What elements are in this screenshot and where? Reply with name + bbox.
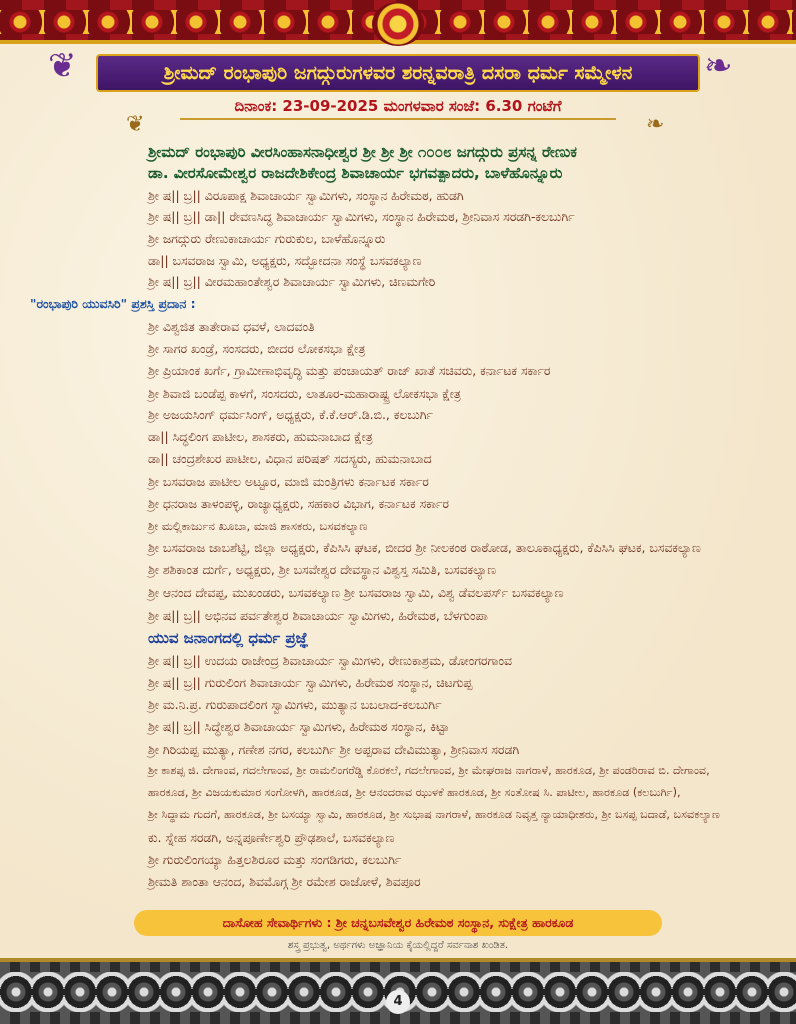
left-ornament-icon: ❦	[48, 46, 77, 86]
event-title: ಶ್ರೀಮದ್ ರಂಭಾಪುರಿ ಜಗದ್ಗುರುಗಳವರ ಶರನ್ನವರಾತ್ರಿ ದಸರಾ ಧರ್ಮ ಸಮ್ಮೇಳನ	[96, 54, 700, 92]
program-row-value: ಶ್ರೀ ಷ|| ಬ್ರ|| ಗುರುಲಿಂಗ ಶಿವಾಚಾರ್ಯ ಸ್ವಾಮಿಗಳು, ಹಿರೇಮಠ ಸಂಸ್ಥಾನ, ಚಿಟಗುಪ್ಪ	[148, 675, 473, 690]
page-number: 4	[386, 990, 410, 1014]
program-row-value: ಶ್ರೀ ಗುರುಲಿಂಗಯ್ಯಾ ಹಿತ್ತಲಶಿರೂರ ಮತ್ತು ಸಂಗಡಿಗರು, ಕಲಬುರ್ಗಿ	[148, 852, 402, 867]
program-row-value: ಶ್ರೀಮದ್ ರಂಭಾಪುರಿ ವೀರಸಿಂಹಾಸನಾಧೀಶ್ವರ ಶ್ರೀ ಶ್ರೀ ಶ್ರೀ ೧೦೦೮ ಜಗದ್ಗುರು ಪ್ರಸನ್ನ ರೇಣುಕ	[148, 143, 577, 161]
program-row-value: ಡಾ|| ಬಸವರಾಜ ಸ್ವಾಮಿ, ಅಧ್ಯಕ್ಷರು, ಸದ್ಭೋದನಾ ಸಂಸ್ಥೆ ಬಸವಕಲ್ಯಾಣ	[148, 253, 422, 268]
program-row-value: ಡಾ. ವೀರಸೋಮೇಶ್ವರ ರಾಜದೇಶಿಕೇಂದ್ರ ಶಿವಾಚಾರ್ಯ ಭಗವತ್ಪಾದರು, ಬಾಳೆಹೊನ್ನೂರು	[148, 164, 563, 182]
program-row-value: ಶ್ರೀ ಗಿರಿಯಪ್ಪ ಮುತ್ಯಾ, ಗಣೇಶ ನಗರ, ಕಲಬುರ್ಗಿ ಶ್ರೀ ಅಪ್ಪರಾವ ದೇವಿಮುತ್ಯಾ, ಶ್ರೀನಿವಾಸ ಸರಡಗಿ	[148, 742, 520, 757]
program-row-value: ಹಾರಕೂಡ, ಶ್ರೀ ವಿಜಯಕುಮಾರ ಸಂಗೋಳಗಿ, ಹಾರಕೂಡ, ಶ್ರೀ ಆನಂದರಾವ ಝುಳಕೆ ಹಾರಕೂಡ, ಶ್ರೀ ಸಂತೋಷ ಸಿ. ಪಾಟೀಲ, ಹಾರಕೂಡ (ಕಲಬುರ್ಗಿ),	[148, 786, 681, 799]
program-row-value: ಕು. ಸ್ನೇಹ ಸರಡಗಿ, ಅನ್ನಪೂರ್ಣೇಶ್ವರಿ ಪ್ರೌಢಶಾಲೆ, ಬಸವಕಲ್ಯಾಣ	[148, 830, 395, 845]
program-row-value: ಡಾ|| ಸಿದ್ಧಲಿಂಗ ಪಾಟೀಲ, ಶಾಸಕರು, ಹುಮನಾಬಾದ ಕ್ಷೇತ್ರ	[148, 429, 373, 444]
program-row-value: ಶ್ರೀ ಶಿವಾಜಿ ಬಂಡೆಪ್ಪ ಕಾಳಗೆ, ಸಂಸದರು, ಲಾತೂರ-ಮಹಾರಾಷ್ಟ್ರ ಲೋಕಸಭಾ ಕ್ಷೇತ್ರ	[148, 386, 461, 401]
program-row-value: ಶ್ರೀ ಷ|| ಬ್ರ|| ಉದಯ ರಾಜೇಂದ್ರ ಶಿವಾಚಾರ್ಯ ಸ್ವಾಮಿಗಳು, ರೇಣುಕಾಶ್ರಮ, ಡೋಂಗರಗಾಂವ	[148, 653, 513, 668]
program-row-value: ಶ್ರೀ ಮ.ನಿ.ಪ್ರ. ಗುರುಪಾದಲಿಂಗ ಸ್ವಾಮಿಗಳು, ಮುತ್ಯಾನ ಬಬಲಾದ-ಕಲಬುರ್ಗಿ	[148, 697, 442, 712]
program-row-value: ಶ್ರೀ ಸಿದ್ಧಾಮ ಗುದಗೆ, ಹಾರಕೂಡ, ಶ್ರೀ ಬಸಯ್ಯಾ ಸ್ವಾಮಿ, ಹಾರಕೂಡ, ಶ್ರೀ ಸುಭಾಷ ನಾಗರಾಳೆ, ಹಾರಕೂಡ ನಿವೃತ್ತ ನ್ಯಾಯಾಧೀಶರು, ಶ್ರೀ ಬಸಪ್ಪ ಬದಾಡೆ, ಬಸವಕಲ್ಯಾಣ	[148, 808, 720, 821]
program-row-value: ಶ್ರೀ ಷ|| ಬ್ರ|| ಸಿದ್ಧೇಶ್ವರ ಶಿವಾಚಾರ್ಯ ಸ್ವಾಮಿಗಳು, ಹಿರೇಮಠ ಸಂಸ್ಥಾನ, ಕಿಟ್ಟಾ	[148, 719, 450, 734]
program-row-value: ಯುವ ಜನಾಂಗದಲ್ಲಿ ಧರ್ಮ ಪ್ರಜ್ಞೆ	[148, 629, 309, 647]
right-ornament-icon: ❧	[704, 46, 733, 86]
top-decorative-border	[0, 0, 796, 44]
flower-medallion-icon	[372, 2, 424, 46]
program-row-value: ಶ್ರೀ ವಿಶ್ವಜಿತ ತಾತೇರಾವ ಧವಳೆ, ಲಾದವಂತಿ	[148, 319, 315, 334]
program-row-value: ಶ್ರೀ ಕಾಶಪ್ಪ ಜಿ. ದೇಗಾಂವ, ಗದಲೇಗಾಂವ, ಶ್ರೀ ರಾಮಲಿಂಗರೆಡ್ಡಿ ಕೊರಕಲೆ, ಗದಲೇಗಾಂವ, ಶ್ರೀ ಮೇಘರಾಜ ನಾಗರಾಳೆ, ಹಾರಕೂಡ, ಶ್ರೀ ಪಂಡರಿರಾವ ಬಿ. ದೇಗಾಂವ,	[148, 764, 710, 777]
program-row-value: ಡಾ|| ಚಂದ್ರಶೇಖರ ಪಾಟೀಲ, ವಿಧಾನ ಪರಿಷತ್ ಸದಸ್ಯರು, ಹುಮನಾಬಾದ	[148, 451, 432, 466]
program-row-value: ಶ್ರೀ ಆನಂದ ದೇವಪ್ಪ, ಮುಖಂಡರು, ಬಸವಕಲ್ಯಾಣ ಶ್ರೀ ಬಸವರಾಜ ಸ್ವಾಮಿ, ವಿಶ್ವ ಡೆವಲಪರ್ಸ್ ಬಸವಕಲ್ಯಾಣ	[148, 585, 564, 600]
program-row-value: ಶ್ರೀ ಬಸವರಾಜ ಜಾಬಶೆಟ್ಟಿ, ಜಿಲ್ಲಾ ಅಧ್ಯಕ್ಷರು, ಕೆಪಿಸಿಸಿ ಘಟಕ, ಬೀದರ ಶ್ರೀ ನೀಲಕಂಠ ರಾಠೋಡ, ತಾಲೂಕಾಧ್ಯಕ್ಷರು, ಕೆಪಿಸಿಸಿ ಘಟಕ, ಬಸವಕಲ್ಯಾಣ	[148, 540, 701, 555]
left-flourish-icon: ❦	[126, 112, 145, 137]
program-row-value: ಶ್ರೀ ಷ|| ಬ್ರ|| ಡಾ|| ರೇವಣಸಿದ್ಧ ಶಿವಾಚಾರ್ಯ ಸ್ವಾಮಿಗಳು, ಸಂಸ್ಥಾನ ಹಿರೇಮಠ, ಶ್ರೀನಿವಾಸ ಸರಡಗಿ-ಕಲಬುರ್ಗಿ	[148, 209, 575, 224]
program-row-label: "ರಂಭಾಪುರಿ ಯುವಸಿರಿ" ಪ್ರಶಸ್ತಿ ಪ್ರದಾನ :	[30, 296, 196, 311]
program-row-value: ಶ್ರೀ ಅಜಯಸಿಂಗ್ ಧರ್ಮಸಿಂಗ್, ಅಧ್ಯಕ್ಷರು, ಕೆ.ಕೆ.ಆರ್.ಡಿ.ಬಿ., ಕಲಬುರ್ಗಿ	[148, 407, 433, 422]
program-row-value: ಶ್ರೀ ಧನರಾಜ ತಾಳಂಪಳ್ಳಿ, ರಾಜ್ಯಾಧ್ಯಕ್ಷರು, ಸಹಕಾರ ವಿಭಾಗ, ಕರ್ನಾಟಕ ಸರ್ಕಾರ	[148, 496, 449, 511]
program-row-value: ಶ್ರೀ ಜಗದ್ಗುರು ರೇಣುಕಾಚಾರ್ಯ ಗುರುಕುಲ, ಬಾಳೆಹೊನ್ನೂರು	[148, 231, 386, 246]
program-row-value: ಶ್ರೀ ಪ್ರಿಯಾಂಕ ಖರ್ಗೆ, ಗ್ರಾಮೀಣಾಭಿವೃದ್ಧಿ ಮತ್ತು ಪಂಚಾಯತ್ ರಾಜ್ ಖಾತೆ ಸಚಿವರು, ಕರ್ನಾಟಕ ಸರ್ಕಾರ	[148, 363, 551, 378]
program-row-value: ಶ್ರೀ ಶಶಿಕಾಂತ ದುರ್ಗೆ, ಅಧ್ಯಕ್ಷರು, ಶ್ರೀ ಬಸವೇಶ್ವರ ದೇವಸ್ಥಾನ ವಿಶ್ವಸ್ತ ಸಮಿತಿ, ಬಸವಕಲ್ಯಾಣ	[148, 562, 496, 577]
right-flourish-icon: ❧	[646, 112, 665, 137]
program-row-value: ಶ್ರೀ ಷ|| ಬ್ರ|| ವೀರಮಹಾಂತೇಶ್ವರ ಶಿವಾಚಾರ್ಯ ಸ್ವಾಮಿಗಳು, ಚಿಣಮಗೇರಿ	[148, 274, 436, 289]
program-row-value: ಶ್ರೀ ಷ|| ಬ್ರ|| ವಿರೂಪಾಕ್ಷ ಶಿವಾಚಾರ್ಯ ಸ್ವಾಮಿಗಳು, ಸಂಸ್ಥಾನ ಹಿರೇಮಠ, ಹುಡಗಿ	[148, 188, 464, 203]
sponsor-banner: ದಾಸೋಹ ಸೇವಾರ್ಥಿಗಳು : ಶ್ರೀ ಚನ್ನಬಸವೇಶ್ವರ ಹಿರೇಮಠ ಸಂಸ್ಥಾನ, ಸುಕ್ಷೇತ್ರ ಹಾರಕೂಡ	[134, 910, 662, 936]
program-row-value: ಶ್ರೀಮತಿ ಶಾಂತಾ ಆನಂದ, ಶಿವಮೊಗ್ಗ ಶ್ರೀ ರಮೇಶ ರಾಜೋಳೆ, ಶಿವಪೂರ	[148, 874, 421, 889]
quote-line: ಶಸ್ತ್ರ ಪ್ರಭುತ್ವ, ಅರ್ಥಗಳು ಅಜ್ಞಾನಿಯ ಕೈಯಲ್ಲಿದ್ದರೆ ಸರ್ವನಾಶ ಖಂಡಿತ.	[287, 940, 509, 951]
program-row-value: ಶ್ರೀ ಸಾಗರ ಖಂಡ್ರೆ, ಸಂಸದರು, ಬೀದರ ಲೋಕಸಭಾ ಕ್ಷೇತ್ರ	[148, 341, 366, 356]
program-row-value: ಶ್ರೀ ಮಲ್ಲಿಕಾರ್ಜುನ ಖೂಬಾ, ಮಾಜಿ ಶಾಸಕರು, ಬಸವಕಲ್ಯಾಣ	[148, 519, 368, 533]
event-date: ದಿನಾಂಕ: 23-09-2025 ಮಂಗಳವಾರ ಸಂಜೆ: 6.30 ಗಂಟೆಗೆ	[180, 94, 616, 120]
program-row-value: ಶ್ರೀ ಷ|| ಬ್ರ|| ಅಭಿನವ ಪರ್ವತೇಶ್ವರ ಶಿವಾಚಾರ್ಯ ಸ್ವಾಮಿಗಳು, ಹಿರೇಮಠ, ಬೆಳಗುಂಪಾ	[148, 608, 488, 623]
program-row-value: ಶ್ರೀ ಬಸವರಾಜ ಪಾಟೀಲ ಅಟ್ಟೂರ, ಮಾಜಿ ಮಂತ್ರಿಗಳು ಕರ್ನಾಟಕ ಸರ್ಕಾರ	[148, 474, 429, 489]
